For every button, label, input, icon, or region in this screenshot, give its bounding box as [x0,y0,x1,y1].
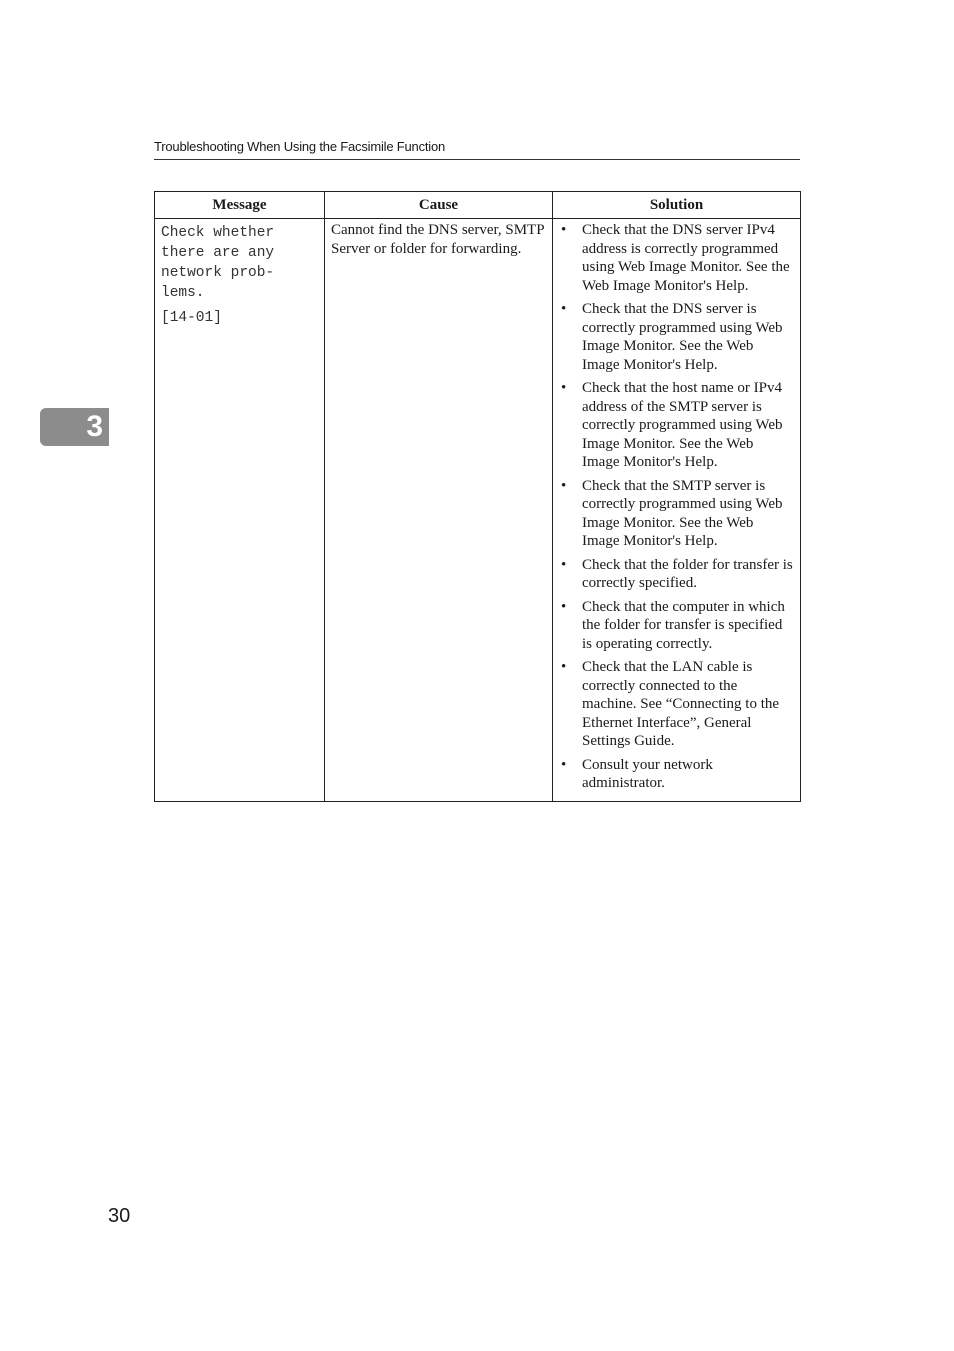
bullet-icon: • [561,380,567,396]
column-header-cause: Cause [325,192,553,219]
solution-text: Check that the LAN cable is correctly connected to the machine. See “Connecting to the Ethernet Interface”, General Settings Guide. [582,659,780,749]
page-number: 30 [108,1205,131,1227]
solution-text: Consult your network administrator. [582,756,713,791]
message-code: [14-01] [161,310,222,326]
chapter-number: 3 [86,410,103,443]
solution-text: Check that the DNS server is correctly programmed using Web Image Monitor. See the Web Image Monitor's Help. [582,301,783,373]
solution-cell [553,219,801,802]
solution-text: Check that the DNS server IPv4 address is correctly programmed using Web Image Monitor. See the Web Image Monitor's Help. [582,222,790,294]
bullet-icon: • [561,598,567,615]
solution-item [559,379,794,472]
message-cell [155,219,325,802]
solution-item [559,658,794,751]
message-line: lems. [161,285,205,301]
chapter-tab [40,408,109,446]
column-header-message: Message [155,192,325,219]
solution-item [559,756,794,793]
bullet-icon: • [561,301,567,317]
solution-text: Check that the computer in which the folder for transfer is specified is operating correctly. [582,598,785,652]
bullet-icon: • [561,477,567,494]
solution-text: Check that the host name or IPv4 address of the SMTP server is correctly programmed using Web Image Monitor. See the Web Image Monitor's Help. [582,380,783,470]
running-header [154,138,800,160]
solution-item [559,221,794,295]
cause-cell [325,219,553,802]
column-header-solution: Solution [553,192,801,219]
error-message-table [154,191,801,802]
running-header-title: Troubleshooting When Using the Facsimile Function [154,139,446,154]
bullet-icon: • [561,222,567,238]
cause-text: Cannot find the DNS server, SMTP Server or folder for forwarding. [331,222,544,257]
table-header-row [155,192,801,219]
message-text [161,223,318,303]
bullet-icon: • [561,556,567,573]
table-row [155,219,801,802]
bullet-icon: • [561,659,567,675]
solution-list [559,221,794,793]
solution-text: Check that the SMTP server is correctly programmed using Web Image Monitor. See the Web Image Monitor's Help. [582,477,783,549]
solution-item [559,300,794,374]
solution-text: Check that the folder for transfer is correctly specified. [582,556,793,591]
solution-item [559,556,794,593]
message-line: network prob- [161,265,275,281]
bullet-icon: • [561,756,567,773]
solution-item [559,477,794,551]
message-line: there are any [161,245,275,261]
message-line: Check whether [161,225,275,241]
solution-item [559,598,794,654]
